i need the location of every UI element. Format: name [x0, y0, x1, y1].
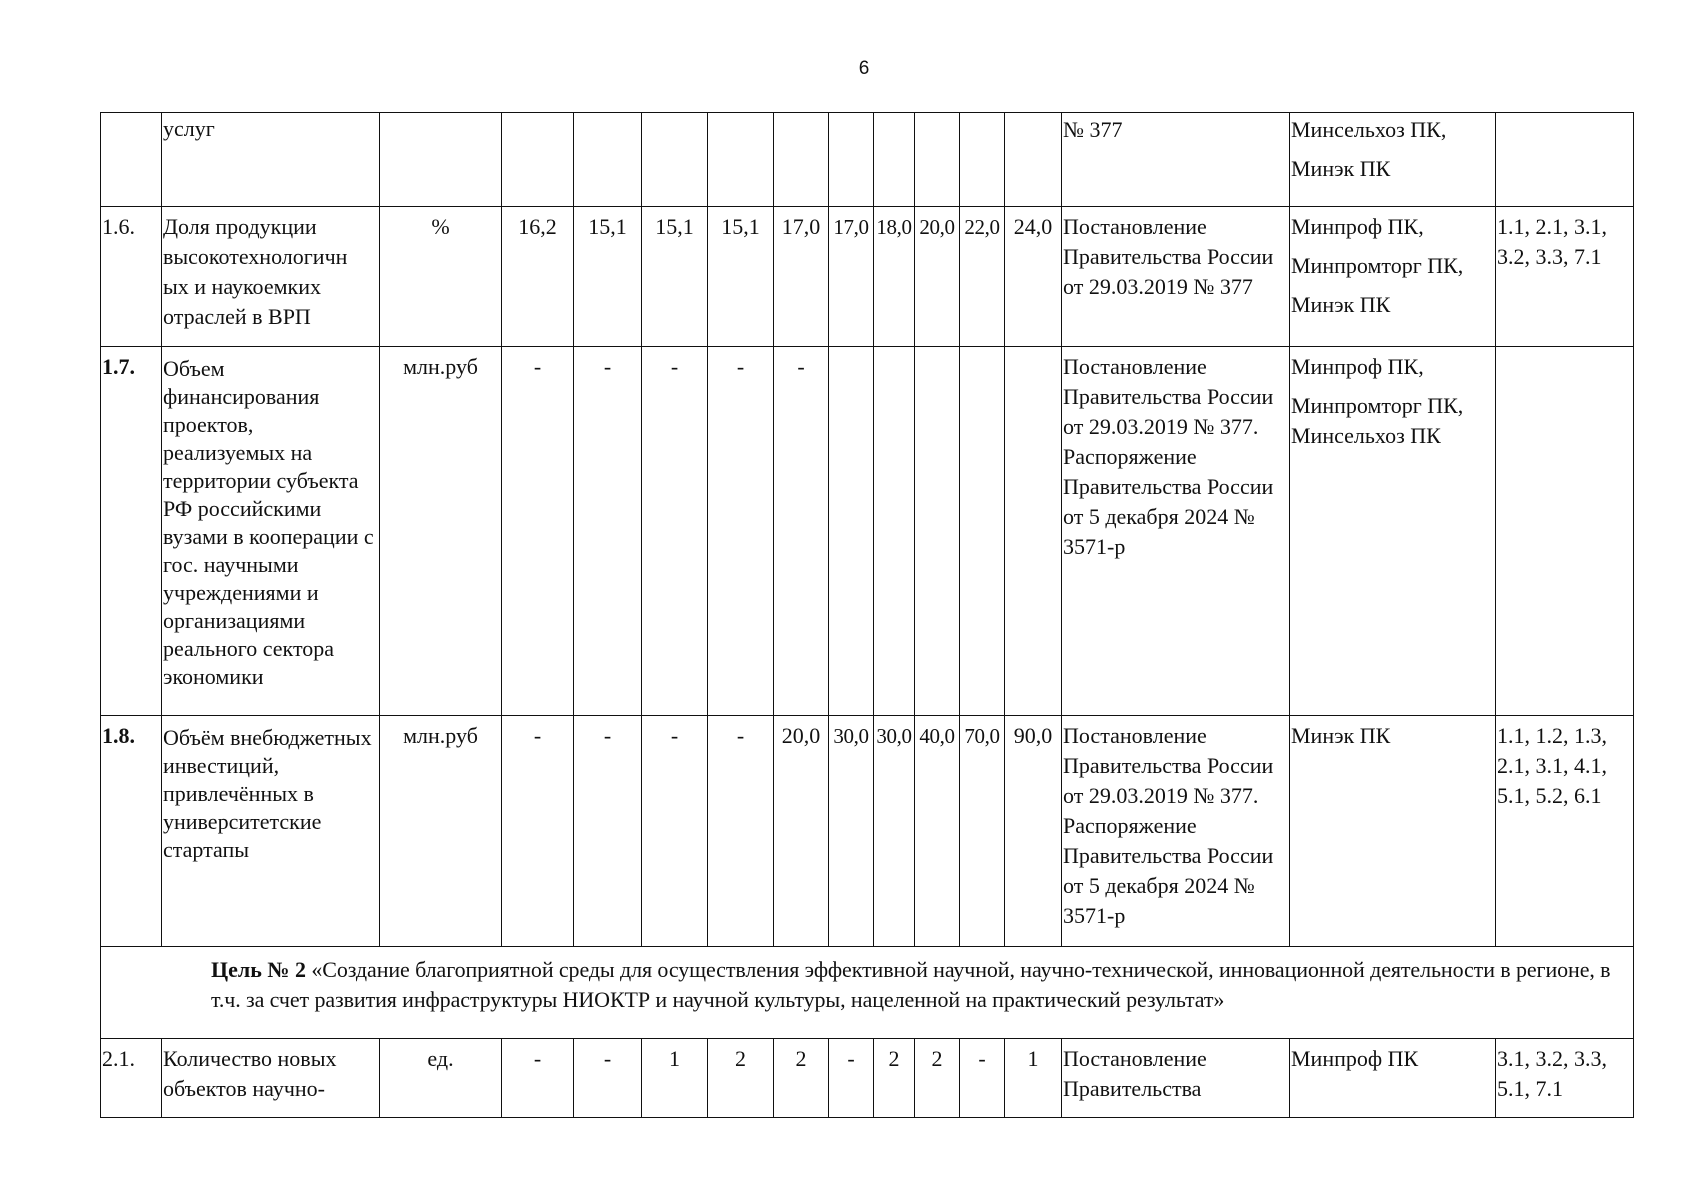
- value-cell: [960, 113, 1005, 207]
- value-cell: 15,1: [708, 207, 774, 347]
- value-cell: [502, 113, 574, 207]
- unit-cell: млн.руб: [380, 347, 502, 716]
- value-cell: -: [574, 716, 642, 947]
- value-cell: 24,0: [1005, 207, 1062, 347]
- unit-cell: %: [380, 207, 502, 347]
- value-cell: -: [574, 347, 642, 716]
- value-cell: -: [960, 1039, 1005, 1118]
- value-cell: 20,0: [915, 207, 960, 347]
- responsible-cell: [1290, 207, 1496, 347]
- value-cell: [829, 347, 874, 716]
- indicator-name: Объём внебюджетных инвестиций, привлечённых в университетские стартапы: [162, 716, 380, 947]
- document-reference: Постановление Правительства: [1062, 1039, 1290, 1118]
- value-cell: [774, 113, 829, 207]
- value-cell: -: [708, 347, 774, 716]
- document-reference: Постановление Правительства России от 29.03.2019 № 377. Распоряжение Правительства России от 5 декабря 2024 № 3571-р: [1062, 347, 1290, 716]
- responsible-agency: Минпромторг ПК,: [1291, 253, 1464, 278]
- value-cell: 1: [1005, 1039, 1062, 1118]
- value-cell: 16,2: [502, 207, 574, 347]
- tasks-cell: [1496, 113, 1634, 207]
- value-cell: 15,1: [642, 207, 708, 347]
- indicator-name: Доля продукции высокотехнологичн ых и наукоемких отраслей в ВРП: [162, 207, 380, 347]
- indicator-name: Объем финансирования проектов, реализуемых на территории субъекта РФ российскими вузами в кооперации с гос. научными учреждениями и организациями реального сектора экономики: [162, 347, 380, 716]
- row-index: 2.1.: [101, 1039, 162, 1118]
- value-cell: -: [829, 1039, 874, 1118]
- value-cell: 2: [774, 1039, 829, 1118]
- value-cell: 70,0: [960, 716, 1005, 947]
- unit-cell: [380, 113, 502, 207]
- value-cell: -: [708, 716, 774, 947]
- value-cell: 15,1: [574, 207, 642, 347]
- goal-text: «Создание благоприятной среды для осуществления эффективной научной, научно-технической, инновационной деятельности в регионе, в т.ч. за счет развития инфраструктуры НИОКТР и научной культуры, нацеленной на практический результат»: [211, 957, 1611, 1012]
- value-cell: [915, 347, 960, 716]
- responsible-cell: [1290, 347, 1496, 716]
- indicator-name: Количество новых объектов научно-: [162, 1039, 380, 1118]
- responsible-cell: [1290, 716, 1496, 947]
- value-cell: -: [774, 347, 829, 716]
- value-cell: 2: [915, 1039, 960, 1118]
- value-cell: 17,0: [774, 207, 829, 347]
- value-cell: [829, 113, 874, 207]
- document-reference: Постановление Правительства России от 29.03.2019 № 377. Распоряжение Правительства России от 5 декабря 2024 № 3571-р: [1062, 716, 1290, 947]
- responsible-agency: Минпроф ПК: [1291, 1046, 1419, 1071]
- indicators-table: [100, 112, 1634, 1118]
- tasks-cell: 1.1, 2.1, 3.1, 3.2, 3.3, 7.1: [1496, 207, 1634, 347]
- value-cell: [874, 347, 915, 716]
- responsible-agency: Минпроф ПК,: [1291, 354, 1424, 379]
- document-reference: № 377: [1062, 113, 1290, 207]
- value-cell: [915, 113, 960, 207]
- responsible-cell: [1290, 113, 1496, 207]
- table-row: [101, 113, 1634, 207]
- table-row: [101, 716, 1634, 947]
- value-cell: -: [642, 716, 708, 947]
- value-cell: [1005, 113, 1062, 207]
- value-cell: -: [574, 1039, 642, 1118]
- value-cell: [642, 113, 708, 207]
- value-cell: 1: [642, 1039, 708, 1118]
- responsible-agency: Минэк ПК: [1291, 723, 1391, 748]
- value-cell: 18,0: [874, 207, 915, 347]
- value-cell: [874, 113, 915, 207]
- value-cell: -: [502, 716, 574, 947]
- row-index: [101, 113, 162, 207]
- value-cell: 30,0: [874, 716, 915, 947]
- value-cell: -: [502, 1039, 574, 1118]
- value-cell: [708, 113, 774, 207]
- responsible-agency: Минэк ПК: [1291, 292, 1391, 317]
- table-row: [101, 207, 1634, 347]
- tasks-cell: [1496, 347, 1634, 716]
- table-row: [101, 347, 1634, 716]
- value-cell: 90,0: [1005, 716, 1062, 947]
- row-index: 1.7.: [101, 347, 162, 716]
- value-cell: [1005, 347, 1062, 716]
- responsible-agency: Минпроф ПК,: [1291, 214, 1424, 239]
- value-cell: 22,0: [960, 207, 1005, 347]
- goal-row: [101, 947, 1634, 1039]
- responsible-agency: Минсельхоз ПК: [1291, 423, 1441, 448]
- unit-cell: млн.руб: [380, 716, 502, 947]
- value-cell: 30,0: [829, 716, 874, 947]
- responsible-agency: Минпромторг ПК,: [1291, 393, 1464, 418]
- value-cell: 2: [874, 1039, 915, 1118]
- responsible-agency: Минэк ПК: [1291, 156, 1391, 181]
- value-cell: -: [642, 347, 708, 716]
- value-cell: 17,0: [829, 207, 874, 347]
- document-reference: Постановление Правительства России от 29.03.2019 № 377: [1062, 207, 1290, 347]
- responsible-agency: Минсельхоз ПК,: [1291, 117, 1447, 142]
- tasks-cell: 1.1, 1.2, 1.3, 2.1, 3.1, 4.1, 5.1, 5.2, 6.1: [1496, 716, 1634, 947]
- tasks-cell: 3.1, 3.2, 3.3, 5.1, 7.1: [1496, 1039, 1634, 1118]
- value-cell: -: [502, 347, 574, 716]
- page-number: 6: [858, 58, 870, 79]
- value-cell: 2: [708, 1039, 774, 1118]
- indicators-table-wrap: [100, 112, 1634, 1118]
- value-cell: 20,0: [774, 716, 829, 947]
- value-cell: [574, 113, 642, 207]
- value-cell: 40,0: [915, 716, 960, 947]
- table-row: [101, 1039, 1634, 1118]
- row-index: 1.8.: [101, 716, 162, 947]
- unit-cell: ед.: [380, 1039, 502, 1118]
- indicator-name: услуг: [162, 113, 380, 207]
- goal-label: Цель № 2: [211, 957, 306, 982]
- responsible-cell: [1290, 1039, 1496, 1118]
- row-index: 1.6.: [101, 207, 162, 347]
- goal-cell: [101, 947, 1634, 1039]
- value-cell: [960, 347, 1005, 716]
